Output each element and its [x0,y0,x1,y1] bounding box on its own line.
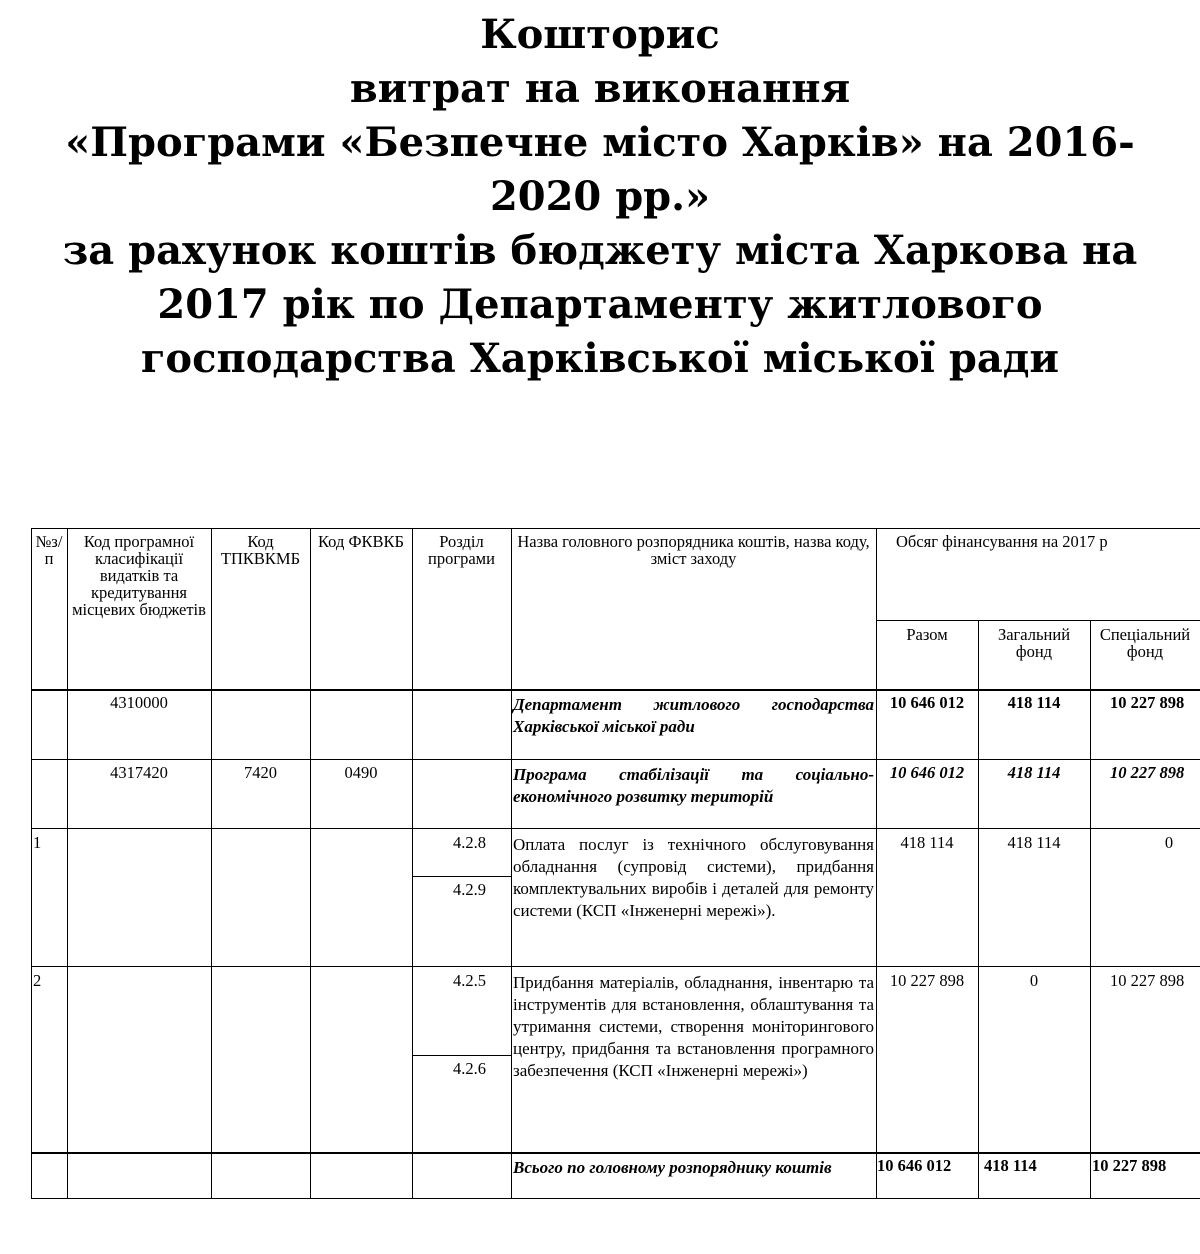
cell-name: Всього по головному розпоряднику коштів [513,1158,832,1177]
table-rule [412,876,511,877]
table-rule [31,528,32,1199]
cell-section: 4.2.6 [453,1059,486,1078]
title-line: витрат на виконання [349,65,851,112]
title-line: за рахунок коштів бюджету міста Харкова на [62,227,1138,274]
cell-section: 4.2.8 [453,833,486,852]
header-program-code: Код програмної класифікації видатків та кредитування місцевих бюджетів [72,532,206,619]
table-rule [412,1055,511,1056]
table-rule [412,528,413,1199]
header-special: Спеціальний фонд [1099,625,1191,661]
title-line: господарства Харківської міської ради [140,335,1060,382]
table-rule [31,828,1200,829]
header-total: Разом [906,625,948,644]
cell-general: 0 [1029,971,1039,990]
header-section: Розділ програми [428,532,495,568]
cell-total: 10 646 012 [889,693,965,712]
cell-name: Придбання матеріалів, обладнання, інвентарю та інструментів для встановлення, облаштування та утримання системи, створення моніторингового центру, придбання та встановлення програмного забезпечення (КСП «Інженерні мережі») [513,973,874,1080]
header-num: №з/п [35,532,63,568]
title-line: 2020 рр.» [489,173,711,220]
cell-section: 4.2.9 [453,880,486,899]
header-tpkvkmb: Код ТПКВКМБ [220,532,301,568]
title-line: Кошторис [480,11,720,58]
table-rule [876,620,1200,621]
cell-program-code: 4310000 [110,693,168,712]
cell-num: 2 [33,971,42,990]
document-title [0,8,1200,386]
header-name: Назва головного розпорядника коштів, назва коду, зміст заходу [517,532,870,568]
table-rule [31,528,1200,529]
cell-special: 10 227 898 [1110,971,1185,990]
cell-fkvkb: 0490 [344,763,378,782]
cell-tpkvkmb: 7420 [244,763,277,782]
table-rule [31,759,1200,760]
cell-special: 0 [1164,833,1174,852]
cell-name: Департамент житлового господарства Харківської міської ради [513,695,874,736]
cell-general: 418 114 [1007,763,1061,782]
cell-special: 10 227 898 [1092,1156,1167,1175]
cell-section: 4.2.5 [453,971,486,990]
cell-total: 10 646 012 [889,763,965,782]
cell-name: Програма стабілізації та соціально-економічного розвитку територій [513,765,874,806]
table-rule [31,966,1200,967]
cell-total: 10 646 012 [877,1156,952,1175]
cell-general: 418 114 [984,1156,1037,1175]
cell-special: 10 227 898 [1110,763,1185,782]
header-funding: Обсяг фінансування на 2017 р [896,532,1108,551]
cell-general: 418 114 [1007,693,1061,712]
title-line: «Програми «Безпечне місто Харків» на 2016- [65,119,1135,166]
table-rule [31,1152,1200,1154]
header-general: Загальний фонд [997,625,1071,661]
table-rule [211,528,212,1199]
table-rule [31,689,1200,691]
cell-total: 10 227 898 [889,971,965,990]
cell-num: 1 [33,833,42,852]
title-line: 2017 рік по Департаменту житлового [157,281,1043,328]
cell-total: 418 114 [900,833,954,852]
header-fkvkb: Код ФКВКБ [317,532,404,551]
cell-special: 10 227 898 [1110,693,1185,712]
cell-program-code: 4317420 [110,763,168,782]
cell-name: Оплата послуг із технічного обслуговування обладнання (супровід системи), придбання комплектувальних виробів і деталей для ремонту системи (КСП «Інженерні мережі»). [513,835,874,920]
cell-general: 418 114 [1007,833,1061,852]
table-rule [310,528,311,1199]
